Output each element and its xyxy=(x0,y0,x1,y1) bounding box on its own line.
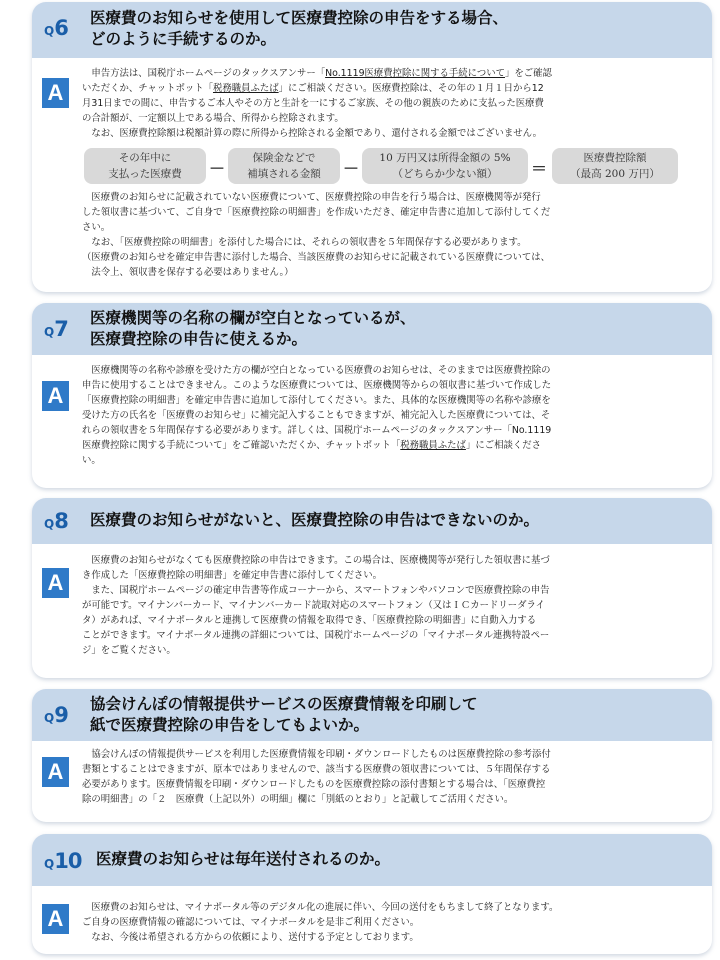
question-header xyxy=(32,834,712,888)
chatbot-futaba-link[interactable]: 税務職員ふたば xyxy=(400,440,466,451)
question-badge: Q9 xyxy=(44,703,68,727)
question-badge: Q10 xyxy=(44,849,82,873)
answer-label: A xyxy=(42,757,69,787)
question-title: 医療機関等の名称の欄が空白となっているが、 医療費控除の申告に使えるか。 xyxy=(90,309,416,348)
formula-insurance: 保険金などで 補填される金額 xyxy=(228,148,340,184)
question-badge: Q6 xyxy=(44,16,68,40)
formula-threshold: 10 万円又は所得金額の 5% （どちらか少ない額） xyxy=(362,148,528,184)
answer-label: A xyxy=(42,381,69,411)
question-header xyxy=(32,303,712,357)
question-badge: Q8 xyxy=(44,509,68,533)
answer-label: A xyxy=(42,904,69,934)
equals-operator: ＝ xyxy=(530,159,547,178)
formula-paid-medical: その年中に 支払った医療費 xyxy=(84,148,206,184)
answer-label: A xyxy=(42,568,69,598)
minus-operator: － xyxy=(208,159,225,178)
question-title: 医療費のお知らせを使用して医療費控除の申告をする場合、 どのように手続するのか。 xyxy=(90,9,509,48)
faq-card-q9 xyxy=(32,689,712,822)
chatbot-futaba-link[interactable]: 税務職員ふたば xyxy=(212,83,279,94)
answer-text: 申告方法は、国税庁ホームページのタックスアンサー「No.1119医療費控除に関する手続について」をご確認 いただくか、チャットボット「税務職員ふたば」にご相談ください。医療費控除は、その年の１月１日から12 月31日までの間に、申告するご本人やその方と生計を一にするご家族、その他の親族のために支払った医療費 の合計額が、一定額以上である場合、所得から控除されます。 なお、医療費控除額は税額計算の際に所得から控除される金額であり、還付される金額ではございません。 xyxy=(82,68,552,139)
deduction-formula xyxy=(84,148,700,184)
minus-operator: － xyxy=(342,159,359,178)
question-header xyxy=(32,498,712,546)
question-header xyxy=(32,689,712,743)
faq-card-q6 xyxy=(32,2,712,292)
answer-text: 医療費のお知らせがなくても医療費控除の申告はできます。この場合は、医療機関等が発行した領収書に基づ き作成した「医療費控除の明細書」を確定申告書に添付してください。 また、国税庁ホームページの確定申告書等作成コーナーから、スマートフォンやパソコンで医療費控除の申告 が可能です。マイナンバーカード、マイナンバーカード読取対応のスマートフォン（又はＩＣカードリーダライ タ）があれば、マイナポータルと連携して医療費の情報を取得でき、「医療費控除の明細書」に自動入力する ことができます。マイナポータル連携の詳細については、国税庁ホームページの「マイナポータル連携特設ペー ジ」をご覧ください。 xyxy=(82,555,550,656)
faq-card-q10 xyxy=(32,834,712,954)
answer-label: A xyxy=(42,78,69,108)
answer-text: 医療費のお知らせは、マイナポータル等のデジタル化の進展に伴い、今回の送付をもちまして終了となります。 ご自身の医療費情報の確認については、マイナポータルを是非ご利用ください。 なお、今後は希望される方からの依頼により、送付する予定としております。 xyxy=(82,902,559,943)
question-title: 協会けんぽの情報提供サービスの医療費情報を印刷して 紙で医療費控除の申告をしてもよいか。 xyxy=(90,695,478,734)
answer-text-continued: 医療費のお知らせに記載されていない医療費について、医療費控除の申告を行う場合は、医療機関等が発行 した領収書に基づいて、ご自身で「医療費控除の明細書」を作成いただき、確定申告書に追加して添付してくだ さい。 なお、「医療費控除の明細書」を添付した場合には、それらの領収書を５年間保存する必要があります。 （医療費のお知らせを確定申告書に添付した場合、当該医療費のお知らせに記載されている医療費については、 法令上、領収書を保存する必要はありません。） xyxy=(82,192,551,278)
formula-result: 医療費控除額 （最高 200 万円） xyxy=(552,148,678,184)
question-header xyxy=(32,2,712,60)
tax-answer-link[interactable]: No.1119医療費控除に関する手続について xyxy=(325,68,505,79)
faq-card-q7 xyxy=(32,303,712,488)
question-title: 医療費のお知らせは毎年送付されるのか。 xyxy=(96,850,391,868)
question-badge: Q7 xyxy=(44,317,68,341)
answer-text: 医療機関等の名称や診療を受けた方の欄が空白となっている医療費のお知らせは、そのままでは医療費控除の 申告に使用することはできません。このような医療費については、医療機関等からの領収書に基づいて作成した 「医療費控除の明細書」を確定申告書に追加して添付してください。また、具体的な医療機関等の名称や診療を 受けた方の氏名を「医療費のお知らせ」に補完記入することもできますが、補完記入した医療費については、そ れらの領収書を５年間保存する必要があります。詳しくは、国税庁ホームページのタックスアンサー「No.1119 医療費控除に関する手続について」をご確認いただくか、チャットボット「税務職員ふたば」にご相談くださ い。 xyxy=(82,365,552,466)
question-title: 医療費のお知らせがないと、医療費控除の申告はできないのか。 xyxy=(90,511,540,529)
answer-text: 協会けんぽの情報提供サービスを利用した医療費情報を印刷・ダウンロードしたものは医療費控除の参考添付 書類とすることはできますが、原本ではありませんので、該当する医療費の領収書については、５年間保存する 必要があります。医療費情報を印刷・ダウンロードしたものを医療費控除の添付書類とする場合は、「医療費控 除の明細書」の「２ 医療費（上記以外）の明細」欄に「別紙のとおり」と記載してご活用ください。 xyxy=(82,749,551,805)
faq-card-q8 xyxy=(32,498,712,678)
